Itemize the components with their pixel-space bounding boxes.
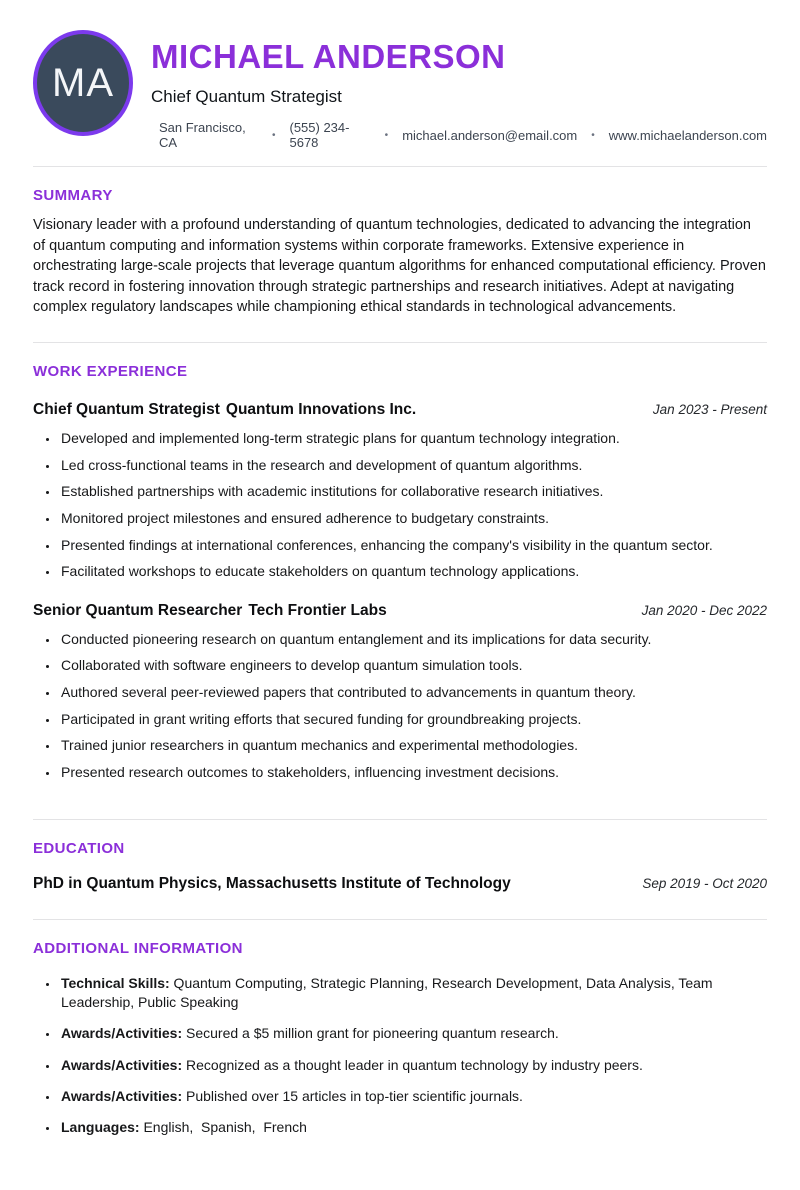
contact-location: San Francisco, CA — [159, 120, 246, 150]
experience-bullet: • Facilitated workshops to educate stakeholders on quantum technology applications. — [59, 562, 767, 580]
experience-bullet-list — [33, 429, 767, 581]
additional-info-item — [59, 1024, 767, 1042]
bullet-separator: • — [271, 129, 276, 141]
education-heading: EDUCATION — [33, 840, 125, 858]
experience-entry-header — [33, 602, 767, 620]
education-degree: PhD in Quantum Physics, Massachusetts Institute of Technology — [33, 875, 511, 893]
experience-title — [33, 602, 387, 620]
experience-entry-header — [33, 401, 767, 419]
candidate-title: Chief Quantum Strategist — [151, 87, 342, 106]
additional-info-item — [59, 1087, 767, 1105]
avatar — [33, 30, 133, 136]
section-additional-information — [33, 940, 767, 1137]
summary-heading: SUMMARY — [33, 187, 113, 204]
experience-bullet: • Presented research outcomes to stakeholders, influencing investment decisions. — [59, 763, 767, 781]
experience-bullet: • Monitored project milestones and ensured adherence to budgetary constraints. — [59, 509, 767, 527]
info-label: Technical Skills: — [61, 975, 170, 992]
education-entry-header — [33, 875, 767, 893]
info-label: Awards/Activities: — [61, 1025, 183, 1042]
education-dates: Sep 2019 - Oct 2020 — [642, 876, 767, 892]
experience-bullet: • Led cross-functional teams in the research and development of quantum algorithms. — [59, 456, 767, 474]
bullet-separator: • — [384, 129, 389, 141]
header-text — [151, 30, 767, 150]
bullet-separator: • — [591, 129, 595, 141]
experience-dates: Jan 2023 - Present — [652, 401, 767, 417]
experience-bullet: • Collaborated with software engineers to develop quantum simulation tools. — [59, 656, 767, 674]
experience-bullet: • Participated in grant writing efforts that secured funding for groundbreaking projects. — [59, 710, 767, 728]
info-label: Languages: — [61, 1119, 140, 1136]
divider — [33, 919, 767, 920]
divider — [33, 819, 767, 820]
summary-text: Visionary leader with a profound understanding of quantum technologies, dedicated to advancing the integration of quantum computing and information systems within corporate frameworks. Extensive experience in orchestrating large-scale projects that leverage quantum algorithms for enhanced computational efficiency. Proven track record in fostering innovation through strategic partnerships and research initiatives. Adept at navigating complex regulatory landscapes while championing ethical standards in technological advancements. — [33, 217, 766, 316]
experience-role: Senior Quantum Researcher — [33, 601, 243, 619]
experience-bullet: • Developed and implemented long-term strategic plans for quantum technology integration. — [59, 429, 767, 447]
experience-bullet: • Established partnerships with academic institutions for collaborative research initiatives. — [59, 482, 767, 500]
experience-bullet: • Conducted pioneering research on quantum entanglement and its implications for data security. — [59, 630, 767, 648]
section-summary — [33, 187, 767, 318]
experience-entry — [33, 401, 767, 581]
experience-title — [33, 401, 416, 419]
experience-role: Chief Quantum Strategist — [33, 400, 220, 418]
additional-information-heading: ADDITIONAL INFORMATION — [33, 940, 243, 958]
contact-email: michael.anderson@email.com — [402, 127, 578, 143]
info-text: English, Spanish, French — [139, 1119, 307, 1136]
experience-bullet: • Authored several peer-reviewed papers that contributed to advancements in quantum theory. — [59, 683, 767, 701]
divider — [33, 342, 767, 343]
additional-info-item — [59, 974, 767, 1011]
experience-dates: Jan 2020 - Dec 2022 — [641, 602, 767, 618]
info-text: Recognized as a thought leader in quantum technology by industry peers. — [182, 1056, 643, 1073]
experience-bullet-list — [33, 630, 767, 782]
additional-info-item — [59, 1118, 767, 1136]
additional-info-list — [33, 974, 767, 1137]
additional-info-item — [59, 1056, 767, 1074]
info-text: Published over 15 articles in top-tier scientific journals. — [182, 1088, 523, 1105]
section-education — [33, 840, 767, 893]
info-text: Secured a $5 million grant for pioneering quantum research. — [182, 1025, 559, 1042]
contact-phone: (555) 234-5678 — [289, 120, 350, 150]
info-text: Quantum Computing, Strategic Planning, Research Development, Data Analysis, Team Leadership, Public Speaking — [61, 975, 717, 1010]
candidate-name: MICHAEL ANDERSON — [151, 38, 506, 75]
work-experience-heading: WORK EXPERIENCE — [33, 362, 188, 380]
experience-company: Tech Frontier Labs — [248, 601, 387, 619]
contact-website: www.michaelanderson.com — [608, 127, 767, 143]
experience-bullet: • Presented findings at international conferences, enhancing the company's visibility in the quantum sector. — [59, 536, 767, 554]
experience-entry — [33, 602, 767, 782]
resume-header — [33, 30, 767, 150]
experience-bullet: • Trained junior researchers in quantum mechanics and experimental methodologies. — [59, 736, 767, 754]
avatar-initials: MA — [52, 60, 114, 105]
experience-company: Quantum Innovations Inc. — [225, 400, 417, 418]
info-label: Awards/Activities: — [61, 1088, 183, 1105]
divider — [33, 166, 767, 167]
contact-row — [151, 120, 767, 150]
section-work-experience — [33, 363, 767, 781]
info-label: Awards/Activities: — [61, 1056, 183, 1073]
